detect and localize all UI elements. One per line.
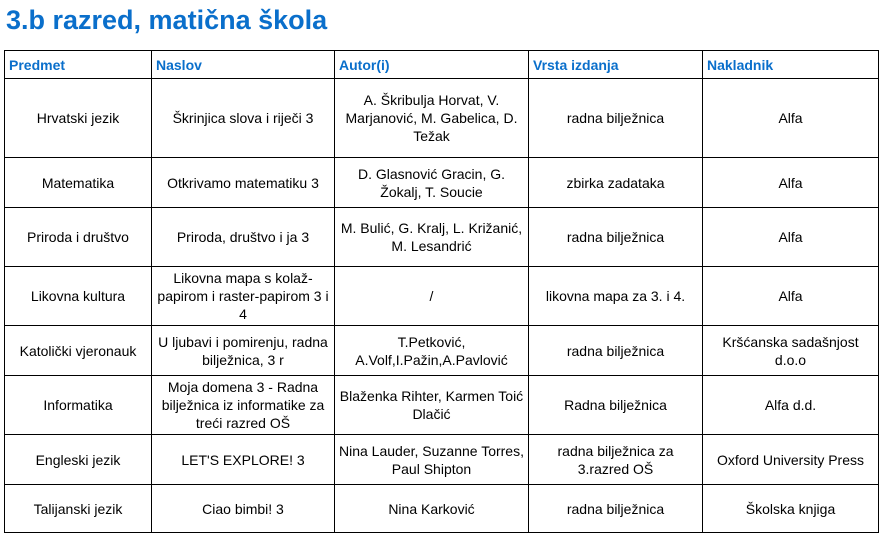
column-header-subject: Predmet	[5, 51, 152, 79]
table-row	[5, 485, 879, 533]
cell-authors: D. Glasnović Gracin, G. Žokalj, T. Soucie	[335, 158, 529, 208]
table-row	[5, 376, 879, 435]
column-header-title: Naslov	[152, 51, 335, 79]
cell-authors: T.Petković, A.Volf,I.Pažin,A.Pavlović	[335, 326, 529, 376]
table-header-row	[5, 51, 879, 79]
cell-publisher: Oxford University Press	[703, 435, 879, 485]
cell-title: Priroda, društvo i ja 3	[152, 208, 335, 267]
cell-publisher: Alfa	[703, 79, 879, 158]
cell-publisher: Školska knjiga	[703, 485, 879, 533]
cell-title: Škrinjica slova i riječi 3	[152, 79, 335, 158]
cell-title: Ciao bimbi! 3	[152, 485, 335, 533]
cell-edition-type: radna bilježnica za 3.razred OŠ	[529, 435, 703, 485]
cell-edition-type: likovna mapa za 3. i 4.	[529, 267, 703, 326]
cell-edition-type: radna bilježnica	[529, 326, 703, 376]
cell-publisher: Alfa d.d.	[703, 376, 879, 435]
cell-title: Moja domena 3 - Radna bilježnica iz informatike za treći razred OŠ	[152, 376, 335, 435]
textbook-table	[4, 50, 879, 533]
cell-edition-type: radna bilježnica	[529, 79, 703, 158]
cell-publisher: Alfa	[703, 158, 879, 208]
column-header-authors: Autor(i)	[335, 51, 529, 79]
cell-edition-type: zbirka zadataka	[529, 158, 703, 208]
cell-title: U ljubavi i pomirenju, radna bilježnica, 3 r	[152, 326, 335, 376]
cell-subject: Katolički vjeronauk	[5, 326, 152, 376]
table-row	[5, 79, 879, 158]
cell-subject: Engleski jezik	[5, 435, 152, 485]
cell-authors: Blaženka Rihter, Karmen Toić Dlačić	[335, 376, 529, 435]
cell-title: LET'S EXPLORE! 3	[152, 435, 335, 485]
cell-subject: Hrvatski jezik	[5, 79, 152, 158]
cell-authors: Nina Lauder, Suzanne Torres, Paul Shipton	[335, 435, 529, 485]
cell-authors: M. Bulić, G. Kralj, L. Križanić, M. Lesandrić	[335, 208, 529, 267]
table-row	[5, 158, 879, 208]
table-row	[5, 435, 879, 485]
page-title: 3.b razred, matična škola	[6, 5, 328, 35]
column-header-edition-type: Vrsta izdanja	[529, 51, 703, 79]
cell-edition-type: radna bilježnica	[529, 485, 703, 533]
column-header-publisher: Nakladnik	[703, 51, 879, 79]
cell-subject: Likovna kultura	[5, 267, 152, 326]
cell-publisher: Alfa	[703, 208, 879, 267]
cell-title: Likovna mapa s kolaž-papirom i raster-papirom 3 i 4	[152, 267, 335, 326]
cell-edition-type: Radna bilježnica	[529, 376, 703, 435]
cell-authors: /	[335, 267, 529, 326]
cell-authors: A. Škribulja Horvat, V. Marjanović, M. Gabelica, D. Težak	[335, 79, 529, 158]
cell-authors: Nina Karković	[335, 485, 529, 533]
cell-title: Otkrivamo matematiku 3	[152, 158, 335, 208]
cell-publisher: Alfa	[703, 267, 879, 326]
table-row	[5, 208, 879, 267]
cell-subject: Priroda i društvo	[5, 208, 152, 267]
cell-edition-type: radna bilježnica	[529, 208, 703, 267]
table-row	[5, 267, 879, 326]
cell-subject: Talijanski jezik	[5, 485, 152, 533]
cell-publisher: Kršćanska sadašnjost d.o.o	[703, 326, 879, 376]
table-row	[5, 326, 879, 376]
cell-subject: Informatika	[5, 376, 152, 435]
cell-subject: Matematika	[5, 158, 152, 208]
